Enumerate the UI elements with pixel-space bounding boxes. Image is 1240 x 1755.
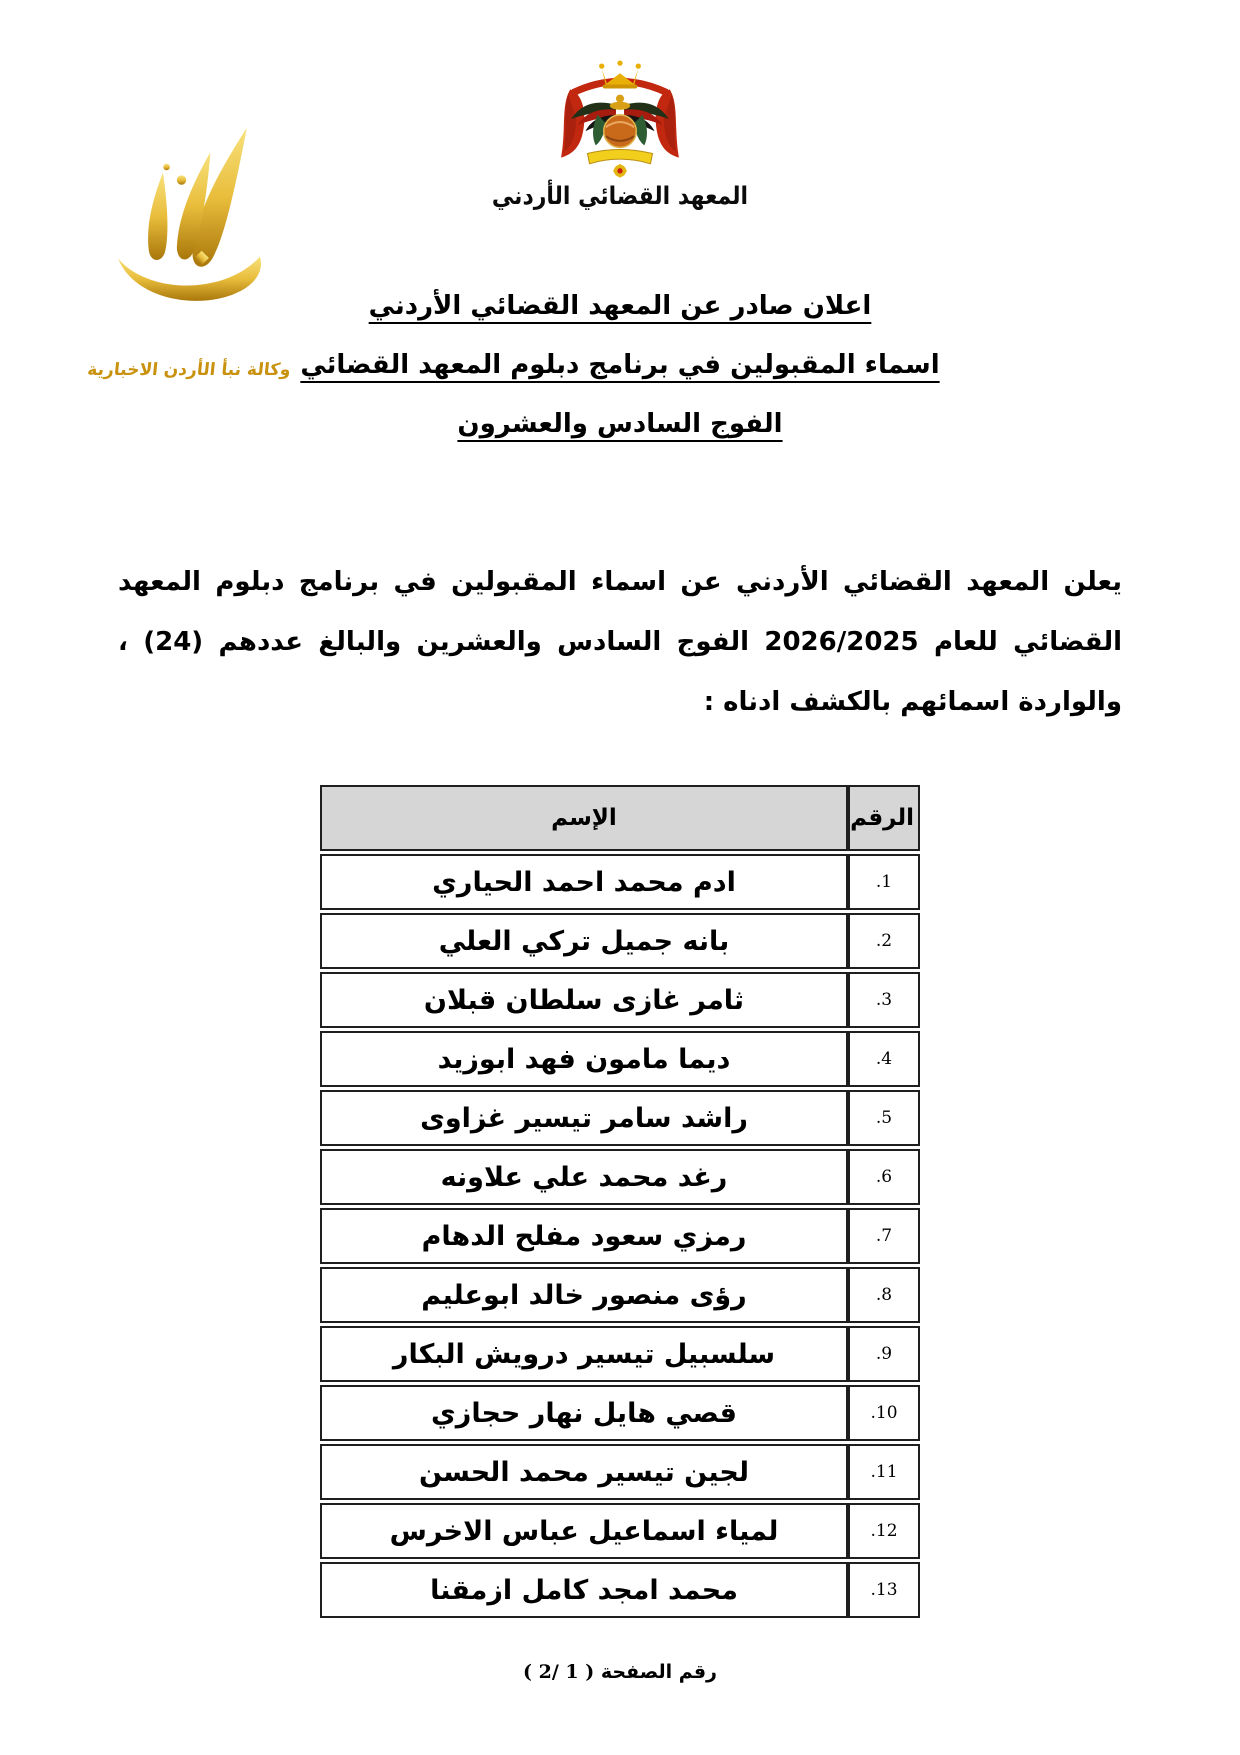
title-line-1: اعلان صادر عن المعهد القضائي الأردني [368,291,872,321]
row-number: 13. [848,1562,920,1618]
table-row [320,1326,920,1382]
table-row [320,1562,920,1618]
row-name: سلسبيل تيسير درويش البكار [320,1326,848,1382]
paragraph-line: والواردة اسمائهم بالكشف ادناه : [703,687,1122,717]
column-header-name: الإسم [320,785,848,851]
row-number: 7. [848,1208,920,1264]
row-name: لجين تيسير محمد الحسن [320,1444,848,1500]
title-line-3: الفوج السادس والعشرون [457,409,783,439]
column-header-number: الرقم [848,785,920,851]
table-row [320,1503,920,1559]
row-number: 10. [848,1385,920,1441]
row-name: قصي هايل نهار حجازي [320,1385,848,1441]
table-row [320,1208,920,1264]
title-line-2: اسماء المقبولين في برنامج دبلوم المعهد القضائي [300,350,940,380]
row-name: رغد محمد علي علاونه [320,1149,848,1205]
row-name: بانه جميل تركي العلي [320,913,848,969]
accepted-names-table [320,782,920,1621]
watermark-caption: وكالة نبأ الأردن الاخبارية [86,360,292,380]
row-number: 6. [848,1149,920,1205]
row-name: راشد سامر تيسير غزاوى [320,1090,848,1146]
news-agency-watermark [58,114,320,380]
table-row [320,1090,920,1146]
paragraph-line: القضائي للعام 2026/2025 الفوج السادس والعشرين والبالغ عددهم (24) ، [118,627,1123,657]
table-header-row [320,785,920,851]
row-number: 9. [848,1326,920,1382]
row-number: 5. [848,1090,920,1146]
page-number: رقم الصفحة ( 1 /2 ) [522,1661,717,1683]
table-row [320,1031,920,1087]
jordan-coat-of-arms [536,56,704,182]
row-name: رمزي سعود مفلح الدهام [320,1208,848,1264]
table-row [320,1149,920,1205]
table-row [320,1267,920,1323]
table-row [320,913,920,969]
table-row [320,972,920,1028]
row-number: 1. [848,854,920,910]
announcement-paragraph [118,466,1122,732]
table-row [320,1385,920,1441]
row-number: 2. [848,913,920,969]
row-number: 3. [848,972,920,1028]
row-name: ادم محمد احمد الحياري [320,854,848,910]
row-name: محمد امجد كامل ازمقنا [320,1562,848,1618]
table-row [320,1444,920,1500]
row-name: لمياء اسماعيل عباس الاخرس [320,1503,848,1559]
row-number: 4. [848,1031,920,1087]
row-name: رؤى منصور خالد ابوعليم [320,1267,848,1323]
paragraph-line: يعلن المعهد القضائي الأردني عن اسماء المقبولين في برنامج دبلوم المعهد [118,567,1122,597]
row-number: 8. [848,1267,920,1323]
row-name: ديما مامون فهد ابوزيد [320,1031,848,1087]
row-number: 11. [848,1444,920,1500]
institute-name-calligraphy: المعهد القضائي الأردني [491,182,749,211]
table-row [320,854,920,910]
row-name: ثامر غازى سلطان قبلان [320,972,848,1028]
gold-calligraphy-logo [77,114,301,360]
row-number: 12. [848,1503,920,1559]
